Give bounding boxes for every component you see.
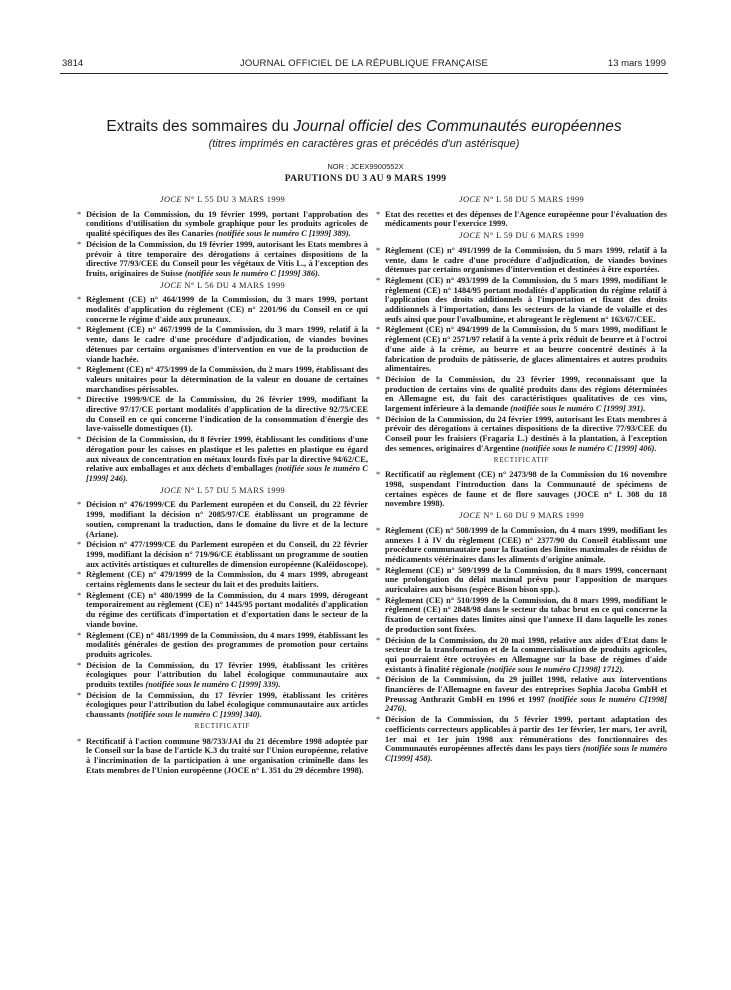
entry-notification-ref: (notifiée sous le numéro C [1999] 406). (521, 443, 657, 453)
entry-text: Décision de la Commission, du 19 février 1999, portant l'approbation des conditions d'utilisation du symbole graphique pour les produits agricoles de qualité spécifiques des îles Canaries (86, 209, 368, 239)
asterisk-icon: * (376, 525, 381, 535)
entry-text: Rectificatif à l'action commune 98/733/JAI du 21 décembre 1998 adoptée par le Conseil sur la base de l'article K.3 du traité sur l'Union européenne, relative à l'incrimination de la participation à une organisation criminelle dans les Etats membres de l'Union européenne (JOCE n° L 351 du 29 décembre 1998). (86, 736, 368, 775)
entry-text: Décision de la Commission, du 20 mai 1998, relative aux aides d'Etat dans le secteur de la transformation et de la commercialisation de produits agricoles, qui pourraient être octroyées en Allemagne sur la base de régimes d'aide existants à finalité régionale (385, 635, 667, 674)
asterisk-icon: * (376, 245, 381, 255)
section-heading (77, 722, 368, 732)
entry-text: Règlement (CE) n° 464/1999 de la Commission, du 3 mars 1999, portant modalités d'application du règlement (CE) n° 2201/96 du Conseil en ce qui concerne le régime d'aide aux pruneaux. (86, 295, 368, 324)
section-heading-joce: JOCE (159, 195, 182, 204)
entry-text: Règlement (CE) n° 481/1999 de la Commission, du 4 mars 1999, établissant les modalités générales de gestion des programmes de promotion pour certains produits agricoles. (86, 630, 368, 659)
asterisk-icon: * (376, 715, 381, 725)
list-item (376, 375, 667, 414)
list-item (77, 540, 368, 569)
list-item (376, 636, 667, 675)
list-item (77, 395, 368, 434)
asterisk-icon: * (376, 675, 381, 685)
entry-text: Directive 1999/9/CE de la Commission, du 26 février 1999, modifiant la directive 97/17/CE portant modalités d'application de la directive 92/75/CEE du Conseil en ce qui concerne l'indication de la consommation d'énergie des lave-vaisselle domestiques (1). (86, 395, 368, 434)
list-item (376, 566, 667, 595)
section-heading-text: N° L 60 DU 9 MARS 1999 (483, 511, 585, 521)
entry-text: Règlement (CE) n° 494/1999 de la Commission, du 5 mars 1999, modifiant le règlement (CE) n° 2571/97 relatif à la vente à prix réduit de beurre et à l'octroi d'une aide à la crème, au beurre et au beurre concentré destinés à la fabrication de produits de pâtisserie, de glaces alimentaires et autres produits alimentaires. (385, 325, 667, 374)
section-heading-joce: JOCE (458, 231, 481, 241)
issue-date: 13 mars 1999 (607, 58, 666, 69)
entry-text: Règlement (CE) n° 491/1999 de la Commission, du 5 mars 1999, relatif à la vente, dans le cadre d'une procédure d'adjudication, de viandes bovines détenues par certains organismes d'intervention et destinées à être exportées. (385, 245, 667, 275)
entry-notification-ref: (notifiée sous le numéro C [1999] 246). (86, 464, 369, 483)
running-header (62, 58, 666, 72)
list-item (77, 737, 368, 776)
entry-text: Règlement (CE) n° 479/1999 de la Commission, du 4 mars 1999, abrogeant certains règlements dans le secteur du lait et des produits laitiers. (86, 570, 368, 590)
asterisk-icon: * (77, 209, 82, 219)
asterisk-icon: * (77, 590, 82, 600)
asterisk-icon: * (77, 570, 82, 580)
asterisk-icon: * (376, 209, 381, 219)
section-heading (77, 195, 368, 205)
section-heading (77, 281, 368, 291)
list-item (376, 276, 667, 325)
entry-notification-ref: (notifiée sous le numéro C [1999] 389). (215, 229, 351, 239)
asterisk-icon: * (77, 239, 82, 249)
section-heading-text: N° L 58 DU 5 MARS 1999 (483, 195, 585, 204)
asterisk-icon: * (77, 435, 82, 445)
entry-notification-ref: (notifiée sous le numéro C[1998] 2476). (385, 694, 668, 714)
entry-text: Décision de la Commission, du 8 février 1999, établissant les conditions d'une dérogation pour les caisses en plastique et les palettes en plastique eu égard aux niveaux de concentration en métaux lourds fixés par la directive 94/62/CE, relative aux emballages et aux déchets d'emballages (86, 435, 368, 474)
entry-text: Décision de la Commission, du 17 février 1999, établissant les critères écologiques pour l'attribution du label écologique communautaire aux articles chaussants (86, 690, 368, 720)
page-subtitle: (titres imprimés en caractères gras et précédés d'un astérisque) (208, 138, 520, 150)
asterisk-icon: * (376, 635, 381, 645)
list-item (376, 715, 667, 764)
asterisk-icon: * (376, 565, 381, 575)
page-number: 3814 (62, 58, 84, 69)
entry-text: Règlement (CE) n° 475/1999 de la Commission, du 2 mars 1999, établissant des valeurs unitaires pour la détermination de la valeur en douane de certaines marchandises périssables. (86, 365, 368, 394)
entry-text: Décision de la Commission, du 29 juillet 1998, relative aux interventions financières de l'Allemagne en faveur des entreprises Sophia Jacoba GmbH et Preussag Anthrazit GmbH en 1996 et 1997 (385, 675, 667, 704)
entry-text: Règlement (CE) n° 510/1999 de la Commission, du 8 mars 1999, modifiant le règlement (CE) n° 2848/98 dans le secteur du tabac brut en ce qui concerne la fixation de certaines dates limites ainsi que l'annexe II dans laquelle les zones de production sont fixées. (385, 595, 667, 634)
section-heading-joce: JOCE (159, 280, 182, 290)
asterisk-icon: * (77, 365, 82, 375)
section-heading (376, 456, 667, 466)
title-prefix: Extraits des sommaires du (106, 118, 290, 135)
list-item (376, 470, 667, 509)
section-heading (376, 511, 667, 521)
section-heading-joce: JOCE (458, 195, 481, 204)
list-item (376, 325, 667, 374)
list-item (77, 500, 368, 539)
asterisk-icon: * (77, 395, 82, 405)
section-heading-text: RECTIFICATIF (194, 721, 251, 730)
left-column (77, 193, 368, 776)
entry-text: Règlement (CE) n° 509/1999 de la Commission, du 8 mars 1999, concernant une prolongation du délai maximal prévu pour l'apposition de marques auriculaires aux bisons (espèce Bison bison spp.). (385, 565, 667, 595)
asterisk-icon: * (376, 325, 381, 335)
entry-text: Décision n° 477/1999/CE du Parlement européen et du Conseil, du 22 février 1999, modifiant la décision n° 719/96/CE établissant un programme de soutien aux activités artistiques et culturelles de dimension européenne (Kaléidoscope). (86, 540, 368, 569)
list-item (376, 246, 667, 275)
entry-text: Décision de la Commission, du 5 février 1999, portant adaptation des coefficients correcteurs applicables à partir des 1er février, 1er mars, 1er avril, 1er mai et 1er juin 1998 aux rémunérations des fonctionnaires des Communautés européennes affectés dans les pays tiers (385, 715, 667, 754)
asterisk-icon: * (376, 470, 381, 480)
asterisk-icon: * (77, 500, 82, 510)
section-heading-text: N° L 55 DU 3 MARS 1999 (184, 195, 286, 204)
asterisk-icon: * (77, 630, 82, 640)
list-item (77, 691, 368, 720)
right-column (376, 193, 667, 765)
entry-text: Décision n° 476/1999/CE du Parlement européen et du Conseil, du 22 février 1999, modifiant la décision n° 2085/97/CE établissant un programme de soutien, comprenant la traduction, dans le domaine du livre et de la lecture (Ariane). (86, 500, 368, 539)
asterisk-icon: * (77, 736, 82, 746)
asterisk-icon: * (77, 325, 82, 335)
section-heading (77, 486, 368, 496)
header-rule (60, 73, 668, 74)
page-title (60, 117, 668, 136)
asterisk-icon: * (77, 295, 82, 305)
list-item (376, 675, 667, 714)
entry-text: Règlement (CE) n° 467/1999 de la Commission, du 3 mars 1999, relatif à la vente, dans le cadre d'une procédure d'adjudication, de viandes bovines détenues par certains organismes d'intervention en vue de la production de viande hachée. (86, 325, 368, 364)
entry-text: Règlement (CE) n° 493/1999 de la Commission, du 5 mars 1999, modifiant le règlement (CE) n° 1484/95 portant modalités d'application du régime relatif à l'application des droits additionnels à l'importation et fixant des droits additionnels à l'importation, dans les secteurs de la viande de volaille et des œufs ainsi que pour l'ovalbumine, et abrogeant le règlement n° 163/67/CEE. (385, 275, 667, 324)
entry-text: Rectificatif au règlement (CE) n° 2473/98 de la Commission du 16 novembre 1998, suspendant l'introduction dans la Communauté de spécimens de certaines espèces de faune et de flore sauvages (JOCE n° L 308 du 18 novembre 1998). (385, 470, 667, 509)
list-item (77, 591, 368, 630)
list-item (77, 210, 368, 239)
entry-notification-ref: (notifiée sous le numéro C[1999] 458). (385, 744, 668, 763)
list-item (376, 526, 667, 565)
list-item (77, 295, 368, 324)
nor-reference: NOR : JCEX9900552X (327, 162, 404, 171)
list-item (77, 435, 368, 484)
list-item (77, 570, 368, 589)
entry-text: Décision de la Commission, du 24 février 1999, autorisant les Etats membres à prévoir des dérogations à certaines dispositions de la directive 77/93/CEE du Conseil pour les fraisiers (Fragaria L.) destinés à la plantation, à l'exception des semences, originaires d'Argentine (385, 414, 667, 453)
parutions-heading: PARUTIONS DU 3 AU 9 MARS 1999 (284, 174, 447, 184)
asterisk-icon: * (376, 595, 381, 605)
list-item (77, 325, 368, 364)
asterisk-icon: * (376, 374, 381, 384)
asterisk-icon: * (77, 540, 82, 550)
title-block (60, 117, 668, 151)
entry-notification-ref: (notifiée sous le numéro C [1999] 391). (510, 404, 646, 414)
section-heading-text: N° L 56 DU 4 MARS 1999 (184, 280, 286, 290)
entry-notification-ref: (notifiée sous le numéro C [1999] 340). (126, 710, 262, 720)
section-heading-joce: JOCE (458, 511, 481, 521)
entry-text: Règlement (CE) n° 508/1999 de la Commission, du 4 mars 1999, modifiant les annexes I à IV du règlement (CEE) n° 2377/90 du Conseil établissant une procédure communautaire pour la fixation des limites maximales de résidus de médicaments vétérinaires dans les aliments d'origine animale. (385, 525, 667, 564)
asterisk-icon: * (376, 275, 381, 285)
section-heading-text: N° L 59 DU 6 MARS 1999 (483, 231, 585, 241)
list-item (77, 365, 368, 394)
section-heading (376, 195, 667, 205)
journal-title: JOURNAL OFFICIEL DE LA RÉPUBLIQUE FRANÇAISE (239, 58, 489, 69)
list-item (376, 415, 667, 454)
list-item (77, 631, 368, 660)
entry-text: Etat des recettes et des dépenses de l'Agence européenne pour l'évaluation des médicaments pour l'exercice 1999. (385, 209, 667, 229)
entry-text: Décision de la Commission, du 19 février 1999, autorisant les Etats membres à prévoir à titre temporaire des dérogations à certaines dispositions de la directive 77/93/CEE du Conseil pour les végétaux de Vitis L., à l'exception des fruits, originaires de Suisse (86, 239, 368, 278)
asterisk-icon: * (376, 414, 381, 424)
list-item (376, 210, 667, 229)
entry-notification-ref: (notifiée sous le numéro C[1998] 1712). (486, 664, 625, 674)
list-item (77, 240, 368, 279)
list-item (77, 661, 368, 690)
list-item (376, 596, 667, 635)
section-heading (376, 231, 667, 241)
entry-text: Décision de la Commission, du 23 février 1999, reconnaissant que la production de certains vins de qualité produits dans des régions déterminées en Allemagne est, du fait des caractéristiques qualitatives de ces vins, largement inférieure à la demande (385, 374, 667, 414)
section-heading-text: N° L 57 DU 5 MARS 1999 (184, 485, 286, 495)
asterisk-icon: * (77, 660, 82, 670)
section-heading-text: RECTIFICATIF (493, 455, 550, 464)
section-heading-joce: JOCE (159, 485, 182, 495)
title-journal-name: Journal officiel des Communautés européennes (293, 118, 622, 135)
entry-notification-ref: (notifiée sous le numéro C [1999] 386). (184, 268, 320, 278)
entry-text: Décision de la Commission, du 17 février 1999, établissant les critères écologiques pour l'attribution du label écologique communautaire aux produits textiles (86, 660, 368, 690)
entry-text: Règlement (CE) n° 480/1999 de la Commission, du 4 mars 1999, dérogeant temporairement au règlement (CE) n° 1445/95 portant modalités d'application du régime des certificats d'importation et d'exportation dans le secteur de la viande bovine. (86, 590, 368, 629)
asterisk-icon: * (77, 690, 82, 700)
entry-notification-ref: (notifiée sous le numéro C [1999] 339). (145, 680, 281, 690)
